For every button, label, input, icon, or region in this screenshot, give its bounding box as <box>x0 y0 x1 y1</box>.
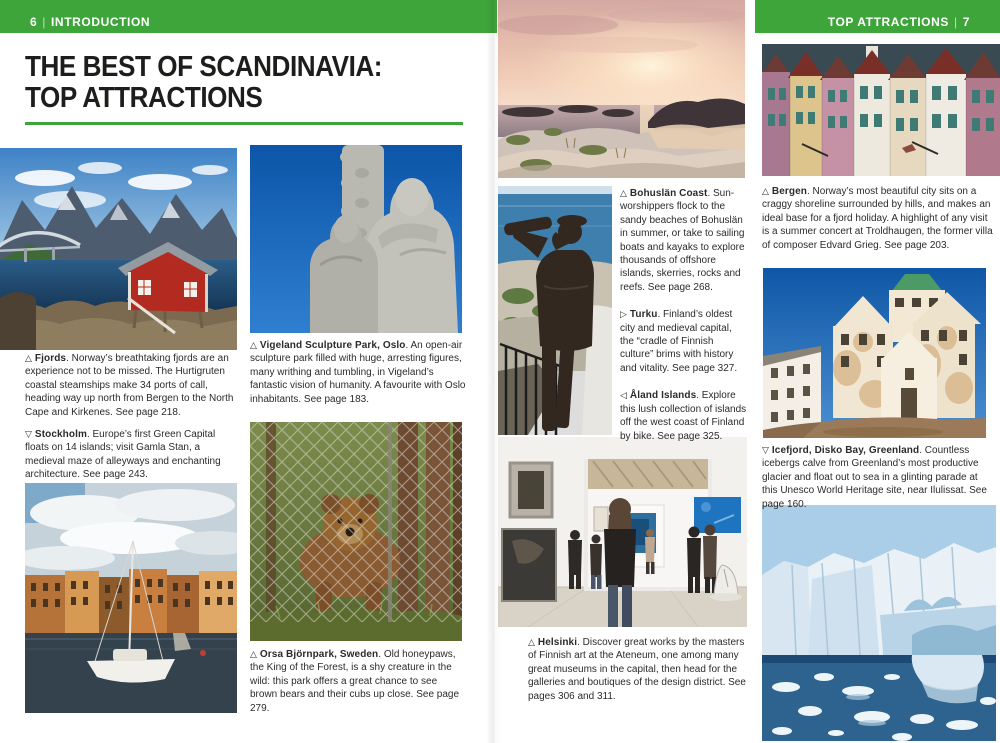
caption-body: . Old honeypaws, the King of the Forest, is a shy creature in the wild: this park offers a great chance to see brown bears and their cubs up close. See page 279. <box>250 649 460 714</box>
turku-castle-photo <box>763 268 986 438</box>
bohuslan-coast-photo <box>498 0 745 178</box>
left-page-number: 6 <box>30 15 38 29</box>
caption-turku <box>620 308 748 375</box>
title-line-2: TOP ATTRACTIONS <box>25 82 263 114</box>
caption-fjords <box>25 352 238 419</box>
direction-marker: ◁ <box>620 389 627 400</box>
caption-lead: Bergen <box>771 186 807 197</box>
caption-body: . Countless icebergs calve from Greenland’s most productive glacier and float out to sea in a glinting parade at this Unesco World Heritage site, near Ilulissat. See page 160. <box>762 445 987 510</box>
caption-lead: Icefjord, Disko Bay, Greenland <box>771 445 920 456</box>
direction-marker: △ <box>250 339 257 350</box>
caption-body: . Norway’s breathtaking fjords are an experience not to be missed. The Hurtigruten coastal steamships make 34 ports of call, heading way up north from Bergen to the North Cape and Kirkenes. See page 218. <box>25 353 234 418</box>
right-page-number: 7 <box>962 15 970 29</box>
iceberg-photo <box>762 505 996 741</box>
caption-stockholm <box>25 428 241 482</box>
helsinki-gallery-photo <box>498 437 747 627</box>
right-page-header <box>755 0 1000 33</box>
caption-body: . Sun-worshippers flock to the sandy beaches of Bohuslän in summer, or take to sailing boats and kayaks to explore thousands of offshore islands, skerries, rocks and reefs. See page 268. <box>620 188 745 293</box>
caption-lead: Åland Islands <box>629 390 697 402</box>
caption-bergen <box>762 185 994 252</box>
caption-lead: Vigeland Sculpture Park, Oslo <box>259 340 406 351</box>
direction-marker: △ <box>762 185 769 196</box>
caption-aland <box>620 389 748 443</box>
header-divider: | <box>42 15 46 29</box>
direction-marker: △ <box>25 352 32 363</box>
caption-body: . Norway’s most beautiful city sits on a craggy shoreline surrounded by hills, and makes an ideal base for a fjord holiday. A highlight of any visit is a summer concert at Troldhaugen, the former villa of composer Edvard Grieg. See page 203. <box>762 186 993 251</box>
header-divider: | <box>954 15 958 29</box>
caption-lead: Stockholm <box>34 429 87 440</box>
right-page-caption-column <box>620 187 748 457</box>
vigeland-photo <box>250 145 462 333</box>
caption-lead: Bohuslän Coast <box>629 188 708 199</box>
caption-bohuslan <box>620 187 748 294</box>
left-page-header <box>0 0 497 33</box>
left-section-label: INTRODUCTION <box>51 15 151 29</box>
title-underline <box>25 122 463 125</box>
direction-marker: △ <box>528 636 535 647</box>
bergen-photo <box>762 44 1000 176</box>
turku-statue-photo <box>498 186 612 435</box>
right-section-label: TOP ATTRACTIONS <box>827 15 949 29</box>
direction-marker: ▽ <box>25 428 32 439</box>
caption-body: . Discover great works by the masters of Finnish art at the Ateneum, one among many great museums in the capital, then head for the galleries and boutiques of the design district. See pages 306 and 311. <box>528 637 746 702</box>
direction-marker: △ <box>620 187 627 198</box>
caption-lead: Fjords <box>34 353 67 364</box>
title-line-1: THE BEST OF SCANDINAVIA: <box>25 51 383 83</box>
caption-lead: Helsinki <box>537 637 578 648</box>
caption-helsinki <box>528 636 751 703</box>
caption-lead: Turku <box>629 309 658 321</box>
caption-vigeland <box>250 339 466 406</box>
direction-marker: ▽ <box>762 444 769 455</box>
caption-body: . An open-air sculpture park filled with huge, arresting figures, many writhing and tumbling, in Vigeland’s fantastic vision of humanity. A favourite with Oslo inhabitants. See page 183. <box>250 340 466 405</box>
stockholm-photo <box>25 483 237 713</box>
fjords-photo <box>0 148 237 350</box>
orsa-bear-photo <box>250 422 462 641</box>
caption-body: . Explore this lush collection of islands off the west coast of Finland by bike. See page 325. <box>620 390 747 442</box>
direction-marker: ▷ <box>620 308 627 319</box>
direction-marker: △ <box>250 648 257 659</box>
caption-lead: Orsa Björnpark, Sweden <box>259 649 379 660</box>
caption-body: . Europe’s first Green Capital floats on 14 islands; visit Gamla Stan, a medieval maze of alleyways and enchanting architecture. See page 243. <box>25 429 221 481</box>
caption-orsa <box>250 648 466 715</box>
caption-body: . Finland’s oldest city and medieval capital, the “cradle of Finnish culture” brims with history and vitality. See page 327. <box>620 309 738 374</box>
page-title <box>25 52 382 114</box>
caption-icefjord <box>762 444 996 511</box>
